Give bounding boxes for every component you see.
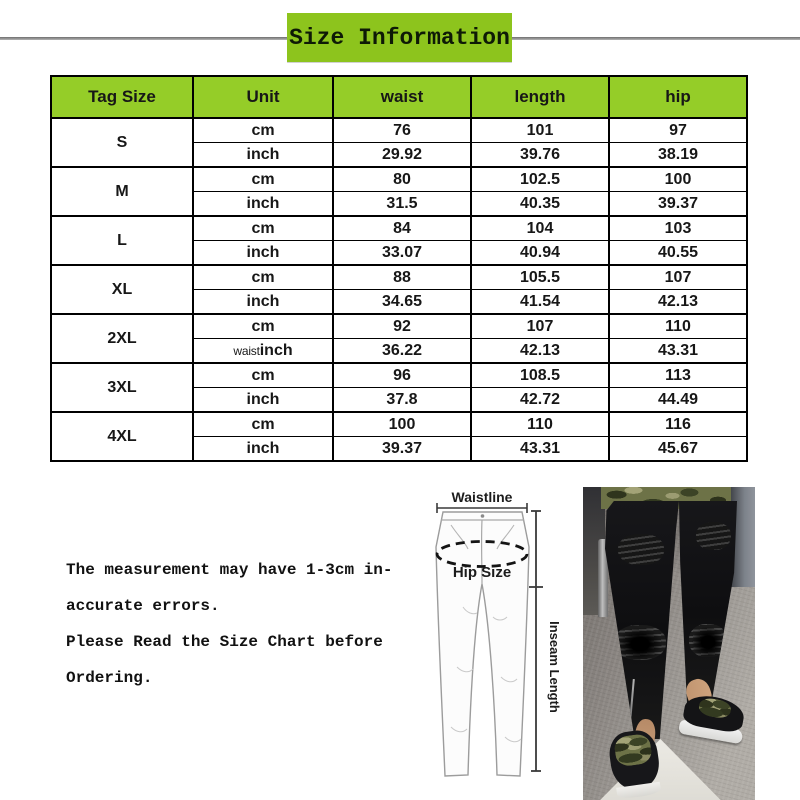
page-title: Size Information xyxy=(289,24,510,51)
note-line: Ordering. xyxy=(66,669,153,687)
hip-inch-cell: 42.13 xyxy=(609,290,747,315)
table-row xyxy=(51,314,747,339)
size-table xyxy=(50,75,748,462)
inseam-measure-line xyxy=(529,511,543,771)
hip-cm-cell: 110 xyxy=(609,314,747,339)
unit-cell: cm xyxy=(193,118,333,143)
unit-cell: cm xyxy=(193,265,333,290)
unit-cell: cm xyxy=(193,363,333,388)
header-length: length xyxy=(471,76,609,118)
table-row xyxy=(51,265,747,290)
product-photo xyxy=(583,487,755,800)
length-cm-cell: 107 xyxy=(471,314,609,339)
hip-cm-cell: 107 xyxy=(609,265,747,290)
length-inch-cell: 40.35 xyxy=(471,192,609,217)
tag-size-cell: XL xyxy=(51,265,193,314)
length-cm-cell: 101 xyxy=(471,118,609,143)
hip-cm-cell: 116 xyxy=(609,412,747,437)
unit-label: inch xyxy=(246,439,280,457)
unit-label: inch xyxy=(246,194,280,212)
length-inch-cell: 41.54 xyxy=(471,290,609,315)
pants-measurement-diagram xyxy=(405,487,575,797)
header-hip: hip xyxy=(609,76,747,118)
unit-label: inch xyxy=(246,292,280,310)
unit-prefix: waist xyxy=(233,343,260,358)
unit-cell: cm xyxy=(193,167,333,192)
length-inch-cell: 40.94 xyxy=(471,241,609,266)
right-sneaker xyxy=(677,688,749,750)
hip-inch-cell: 40.55 xyxy=(609,241,747,266)
waist-inch-cell: 37.8 xyxy=(333,388,471,413)
waistline-label: Waistline xyxy=(451,489,513,505)
table-row xyxy=(51,167,747,192)
header-waist: waist xyxy=(333,76,471,118)
header-tag-size: Tag Size xyxy=(51,76,193,118)
waist-cm-cell: 88 xyxy=(333,265,471,290)
tag-size-cell: 4XL xyxy=(51,412,193,461)
hip-size-label: Hip Size xyxy=(452,564,512,581)
length-inch-cell: 42.72 xyxy=(471,388,609,413)
unit-cell xyxy=(193,192,333,217)
waist-cm-cell: 100 xyxy=(333,412,471,437)
unit-label: inch xyxy=(246,145,280,163)
table-row xyxy=(51,363,747,388)
hip-inch-cell: 38.19 xyxy=(609,143,747,168)
waist-inch-cell: 36.22 xyxy=(333,339,471,364)
measurement-note xyxy=(66,552,418,696)
size-table-container xyxy=(50,75,748,462)
tag-size-cell: M xyxy=(51,167,193,216)
unit-label: inch xyxy=(246,390,280,408)
unit-cell: cm xyxy=(193,216,333,241)
hip-cm-cell: 97 xyxy=(609,118,747,143)
waist-inch-cell: 34.65 xyxy=(333,290,471,315)
table-row xyxy=(51,118,747,143)
length-cm-cell: 108.5 xyxy=(471,363,609,388)
hip-inch-cell: 45.67 xyxy=(609,437,747,462)
waist-cm-cell: 80 xyxy=(333,167,471,192)
unit-cell xyxy=(193,437,333,462)
left-sneaker xyxy=(607,728,664,800)
unit-cell xyxy=(193,339,333,364)
tag-size-cell: 2XL xyxy=(51,314,193,363)
header-row xyxy=(51,76,747,118)
hip-cm-cell: 113 xyxy=(609,363,747,388)
waist-inch-cell: 31.5 xyxy=(333,192,471,217)
pants-outline xyxy=(436,512,529,776)
tag-size-cell: S xyxy=(51,118,193,167)
length-cm-cell: 102.5 xyxy=(471,167,609,192)
table-row xyxy=(51,412,747,437)
hip-inch-cell: 43.31 xyxy=(609,339,747,364)
unit-cell: cm xyxy=(193,412,333,437)
length-inch-cell: 42.13 xyxy=(471,339,609,364)
unit-cell xyxy=(193,143,333,168)
tag-size-cell: 3XL xyxy=(51,363,193,412)
waist-cm-cell: 92 xyxy=(333,314,471,339)
unit-cell xyxy=(193,290,333,315)
button-dot xyxy=(481,514,485,518)
knee-rip xyxy=(614,625,666,661)
waist-cm-cell: 96 xyxy=(333,363,471,388)
length-inch-cell: 43.31 xyxy=(471,437,609,462)
waist-inch-cell: 39.37 xyxy=(333,437,471,462)
unit-cell: cm xyxy=(193,314,333,339)
note-line: The measurement may have 1-3cm in- xyxy=(66,561,393,579)
unit-cell xyxy=(193,388,333,413)
title-banner xyxy=(287,13,512,62)
waist-cm-cell: 84 xyxy=(333,216,471,241)
table-row xyxy=(51,216,747,241)
tag-size-cell: L xyxy=(51,216,193,265)
unit-cell xyxy=(193,241,333,266)
waist-inch-cell: 29.92 xyxy=(333,143,471,168)
thigh-rip xyxy=(696,522,731,551)
unit-label: inch xyxy=(259,341,293,359)
hip-inch-cell: 44.49 xyxy=(609,388,747,413)
inseam-length-label: Inseam Length xyxy=(547,621,562,713)
note-line: Please Read the Size Chart before xyxy=(66,633,383,651)
length-inch-cell: 39.76 xyxy=(471,143,609,168)
unit-label: inch xyxy=(246,243,280,261)
waist-cm-cell: 76 xyxy=(333,118,471,143)
length-cm-cell: 104 xyxy=(471,216,609,241)
hip-cm-cell: 100 xyxy=(609,167,747,192)
thigh-rip xyxy=(618,534,664,565)
hip-cm-cell: 103 xyxy=(609,216,747,241)
waist-inch-cell: 33.07 xyxy=(333,241,471,266)
note-line: accurate errors. xyxy=(66,597,220,615)
hip-inch-cell: 39.37 xyxy=(609,192,747,217)
length-cm-cell: 105.5 xyxy=(471,265,609,290)
header-unit: Unit xyxy=(193,76,333,118)
length-cm-cell: 110 xyxy=(471,412,609,437)
